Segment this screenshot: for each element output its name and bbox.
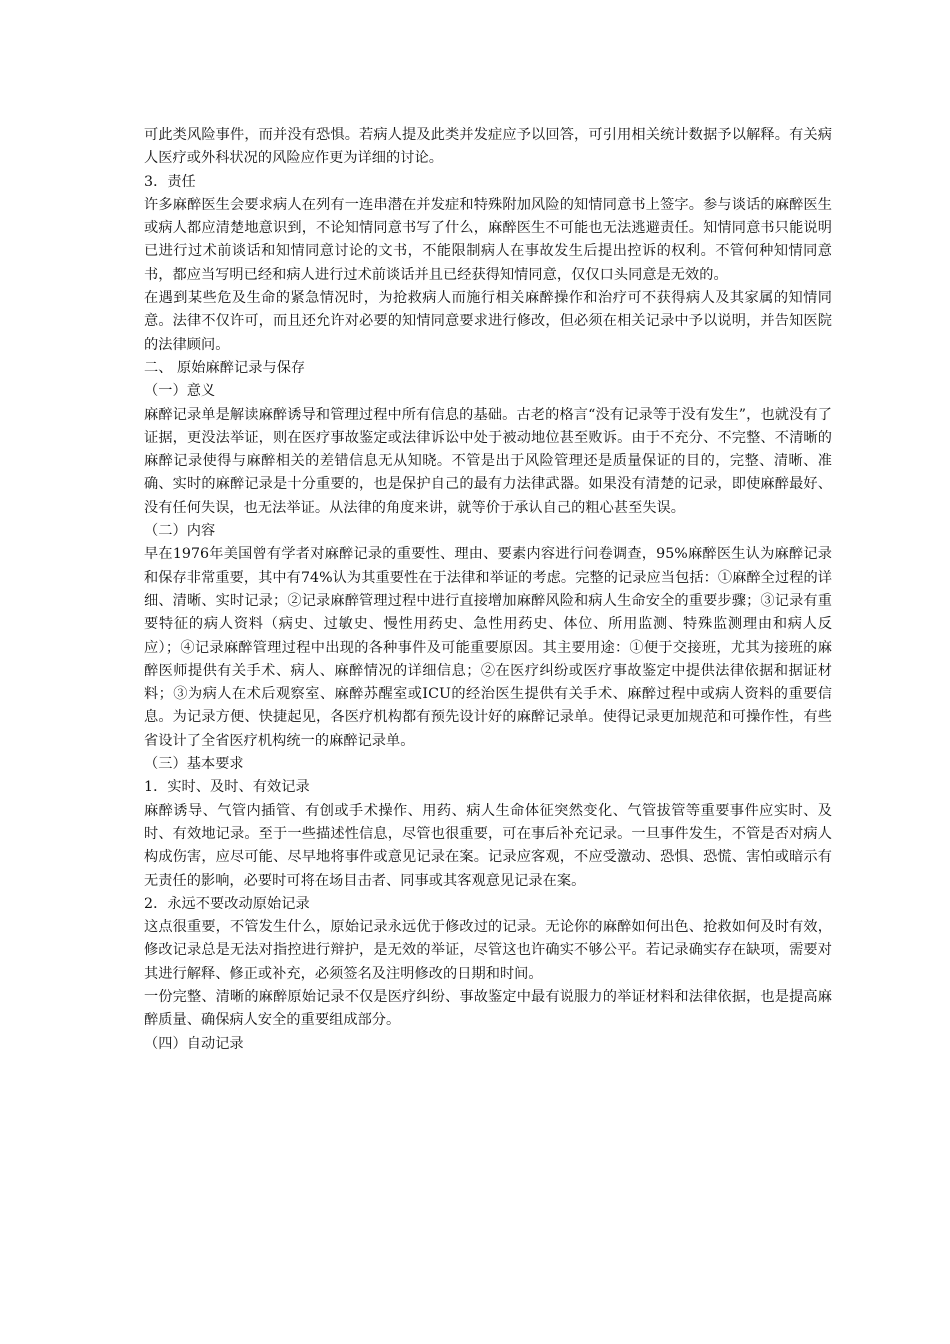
subsection-meaning: （一）意义 <box>144 383 216 400</box>
subsection-requirements: （三）基本要求 <box>144 756 244 773</box>
heading-realtime: 1．实时、及时、有效记录 <box>144 779 310 796</box>
paragraph-emergency: 在遇到某些危及生命的紧急情况时，为抢救病人而施行相关麻醉操作和治疗可不获得病人及其家属的知情同意。法律不仅许可，而且还允许对必要的知情同意要求进行修改，但必须在相关记录中予以说明，并告知医院的法律顾问。 <box>144 290 832 353</box>
paragraph-content: 早在1976年美国曾有学者对麻醉记录的重要性、理由、要素内容进行问卷调查，95%麻醉医生认为麻醉记录和保存非常重要，其中有74%认为其重要性在于法律和举证的考虑。完整的记录应当包括：①麻醉全过程的详细、清晰、实时记录；②记录麻醉管理过程中进行直接增加麻醉风险和病人生命安全的重要步骤；③记录有重要特征的病人资料（病史、过敏史、慢性用药史、急性用药史、体位、所用监测、特殊监测理由和病人反应）；④记录麻醉管理过程中出现的各种事件及可能重要原因。其主要用途：①便于交接班，尤其为接班的麻醉医师提供有关手术、病人、麻醉情况的详细信息；②在医疗纠纷或医疗事故鉴定中提供法律依据和据证材料；③为病人在术后观察室、麻醉苏醒室或ICU的经治医生提供有关手术、麻醉过程中或病人资料的重要信息。为记录方便、快捷起见，各医疗机构都有预先设计好的麻醉记录单。使得记录更加规范和可操作性，有些省设计了全省医疗机构统一的麻醉记录单。 <box>144 546 832 749</box>
paragraph-no-modification: 这点很重要，不管发生什么，原始记录永远优于修改过的记录。无论你的麻醉如何出色、抢救如何及时有效，修改记录总是无法对指控进行辩护，是无效的举证，尽管这也许确实不够公平。若记录确实存在缺项，需要对其进行解释、修正或补充，必须签名及注明修改的日期和时间。 <box>144 919 832 982</box>
paragraph-realtime: 麻醉诱导、气管内插管、有创或手术操作、用药、病人生命体征突然变化、气管拔管等重要事件应实时、及时、有效地记录。至于一些描述性信息，尽管也很重要，可在事后补充记录。一旦事件发生，不管是否对病人构成伤害，应尽可能、尽早地将事件或意见记录在案。记录应客观，不应受激动、恐惧、恐慌、害怕或暗示有无责任的影响，必要时可将在场目击者、同事或其客观意见记录在案。 <box>144 802 832 889</box>
paragraph-meaning: 麻醉记录单是解读麻醉诱导和管理过程中所有信息的基础。古老的格言“没有记录等于没有发生”，也就没有了证据，更没法举证，则在医疗事故鉴定或法律诉讼中处于被动地位甚至败诉。由于不充分、不完整、不清晰的麻醉记录使得与麻醉相关的差错信息无从知晓。不管是出于风险管理还是质量保证的目的，完整、清晰、准确、实时的麻醉记录是十分重要的，也是保护自己的最有力法律武器。如果没有清楚的记录，即使麻醉最好、没有任何失误，也无法举证。从法律的角度来讲，就等价于承认自己的粗心甚至失误。 <box>144 406 832 516</box>
paragraph-complete-record: 一份完整、清晰的麻醉原始记录不仅是医疗纠纷、事故鉴定中最有说服力的举证材料和法律依据，也是提高麻醉质量、确保病人安全的重要组成部分。 <box>144 988 832 1029</box>
section-title-records: 二、 原始麻醉记录与保存 <box>144 359 306 376</box>
paragraph-risk-continuation: 可此类风险事件，而并没有恐惧。若病人提及此类并发症应予以回答，可引用相关统计数据予以解释。有关病人医疗或外科状况的风险应作更为详细的讨论。 <box>144 127 832 167</box>
subsection-auto-record: （四）自动记录 <box>144 1035 244 1052</box>
heading-responsibility: 3．责任 <box>144 173 196 190</box>
subsection-content: （二）内容 <box>144 523 216 540</box>
paragraph-consent-signature: 许多麻醉医生会要求病人在列有一连串潜在并发症和特殊附加风险的知情同意书上签字。参与谈话的麻醉医生或病人都应清楚地意识到，不论知情同意书写了什么，麻醉医生不可能也无法逃避责任。知情同意书只能说明已进行过术前谈话和知情同意讨论的文书，不能限制病人在事故发生后提出控诉的权利。不管何种知情同意书，都应当写明已经和病人进行过术前谈话并且已经获得知情同意，仅仅口头同意是无效的。 <box>144 196 832 283</box>
document-page <box>144 124 832 1056</box>
heading-no-modification: 2．永远不要改动原始记录 <box>144 895 310 912</box>
